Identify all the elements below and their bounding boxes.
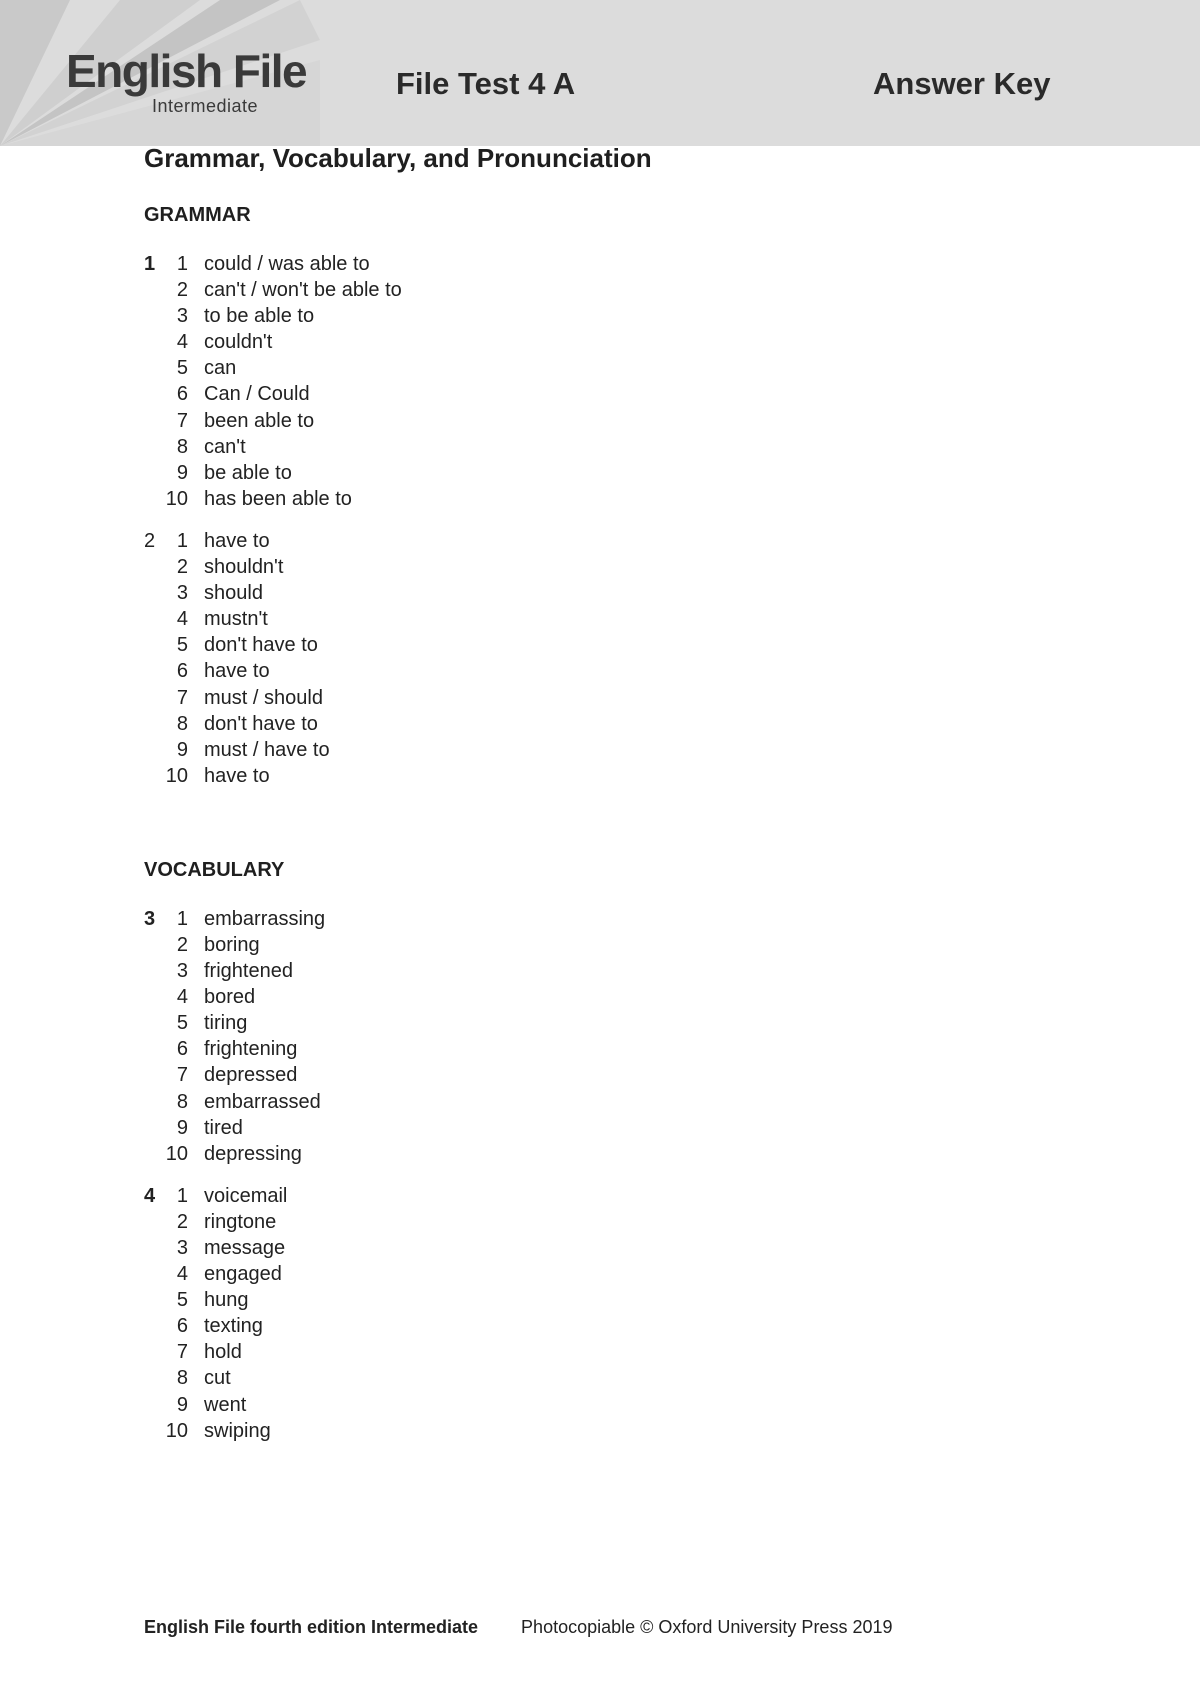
exercise-number (144, 958, 164, 984)
answer-item (144, 906, 1104, 932)
answer-item (144, 658, 1104, 684)
answer-text: voicemail (204, 1184, 288, 1207)
item-number: 4 (176, 331, 188, 354)
answer-text: message (204, 1237, 286, 1259)
item-number: 10 (165, 764, 188, 787)
answer-text: must / should (204, 686, 323, 709)
answer-text: has been able to (204, 487, 352, 510)
page-footer (144, 1617, 893, 1638)
exercise-number (144, 554, 164, 580)
answer-item (144, 958, 1104, 984)
answer-item (144, 737, 1104, 763)
answer-item (144, 303, 1104, 329)
answer-text: tired (204, 1116, 243, 1139)
item-number: 4 (176, 986, 188, 1009)
answer-item (144, 1036, 1104, 1062)
answer-text: have to (204, 764, 270, 787)
answer-key-label: Answer Key (873, 66, 1051, 101)
answer-text: mustn't (204, 608, 268, 631)
exercise-number (144, 303, 164, 329)
answer-text: can't / won't be able to (204, 279, 402, 302)
exercise-number (144, 1392, 164, 1418)
answer-item (144, 1141, 1104, 1167)
answer-text: swiping (204, 1419, 271, 1442)
exercise-block (144, 251, 1104, 512)
answer-text: texting (204, 1315, 263, 1338)
item-number: 6 (176, 660, 188, 683)
answer-item (144, 1365, 1104, 1391)
answer-item (144, 763, 1104, 789)
exercise-number (144, 1141, 164, 1167)
item-number: 3 (176, 960, 188, 983)
exercise-number (144, 606, 164, 632)
answer-text: depressed (204, 1064, 298, 1087)
answer-item (144, 1261, 1104, 1287)
brand-logo: English File (66, 45, 307, 97)
exercise-number (144, 408, 164, 434)
item-number: 1 (176, 1184, 188, 1207)
exercise-number (144, 1235, 164, 1261)
exercise-number (144, 1365, 164, 1391)
item-number: 10 (165, 487, 188, 510)
answer-item (144, 554, 1104, 580)
item-number: 1 (176, 907, 188, 930)
answer-text: embarrassed (204, 1090, 321, 1113)
exercise-number (144, 355, 164, 381)
answer-item (144, 329, 1104, 355)
exercise-number (144, 1339, 164, 1365)
answer-text: could / was able to (204, 253, 370, 275)
answer-text: don't have to (204, 634, 318, 657)
answer-text: depressing (204, 1142, 302, 1165)
exercise-number: 1 (144, 253, 156, 275)
item-number: 9 (176, 1393, 188, 1416)
exercise-number (144, 486, 164, 512)
item-number: 6 (176, 1038, 188, 1061)
page-title: Grammar, Vocabulary, and Pronunciation (144, 143, 652, 173)
answer-item (144, 1287, 1104, 1313)
item-number: 10 (165, 1142, 188, 1165)
item-number: 7 (176, 409, 188, 432)
item-number: 2 (176, 556, 188, 579)
item-number: 10 (165, 1419, 188, 1442)
exercise-number (144, 381, 164, 407)
answer-item (144, 1339, 1104, 1365)
section-heading: GRAMMAR (144, 204, 251, 226)
answer-text: must / have to (204, 738, 330, 761)
answer-text: bored (204, 986, 256, 1009)
exercise-number (144, 277, 164, 303)
item-number: 8 (176, 712, 188, 735)
answer-item (144, 1313, 1104, 1339)
item-number: 5 (176, 634, 188, 657)
exercise-number (144, 984, 164, 1010)
item-number: 6 (176, 1315, 188, 1338)
item-number: 7 (176, 686, 188, 709)
exercise-number (144, 1115, 164, 1141)
item-number: 9 (176, 738, 188, 761)
answer-text: engaged (204, 1263, 282, 1286)
exercise-number (144, 1287, 164, 1313)
answer-text: can't (204, 435, 246, 458)
answer-item (144, 685, 1104, 711)
exercise-number (144, 932, 164, 958)
answer-item (144, 1392, 1104, 1418)
exercise-number (144, 1418, 164, 1444)
exercise-number (144, 1313, 164, 1339)
answer-item (144, 932, 1104, 958)
item-number: 6 (176, 383, 188, 406)
exercise-number (144, 658, 164, 684)
answer-item (144, 580, 1104, 606)
item-number: 3 (176, 305, 188, 328)
answer-text: have to (204, 529, 270, 552)
exercise-number: 2 (144, 529, 156, 552)
exercise-number (144, 460, 164, 486)
exercise-number (144, 1261, 164, 1287)
item-number: 1 (176, 253, 188, 275)
exercise-number (144, 1089, 164, 1115)
answer-text: be able to (204, 461, 292, 484)
answer-text: ringtone (204, 1210, 277, 1233)
item-number: 5 (176, 1012, 188, 1035)
answer-item (144, 632, 1104, 658)
answer-text: tiring (204, 1012, 248, 1035)
answer-item (144, 606, 1104, 632)
item-number: 2 (176, 933, 188, 956)
answer-text: Can / Could (204, 383, 310, 406)
exercise-number (144, 632, 164, 658)
item-number: 2 (176, 1210, 188, 1233)
answer-text: should (204, 582, 263, 605)
answer-key-content (144, 140, 1104, 1460)
item-number: 3 (176, 1237, 188, 1259)
answer-item (144, 1183, 1104, 1209)
answer-text: frightened (204, 960, 293, 983)
answer-text: frightening (204, 1038, 298, 1061)
answer-item (144, 1010, 1104, 1036)
item-number: 8 (176, 435, 188, 458)
answer-text: cut (204, 1367, 231, 1390)
answer-text: boring (204, 933, 260, 956)
answer-text: shouldn't (204, 556, 284, 579)
answer-item (144, 381, 1104, 407)
answer-item (144, 1089, 1104, 1115)
exercise-number: 4 (144, 1184, 156, 1207)
answer-text: been able to (204, 409, 315, 432)
answer-item (144, 355, 1104, 381)
answer-text: can (204, 357, 237, 380)
answer-text: couldn't (204, 331, 273, 354)
exercise-number (144, 711, 164, 737)
exercise-number (144, 1036, 164, 1062)
answer-text: have to (204, 660, 270, 683)
item-number: 9 (176, 461, 188, 484)
exercise-number (144, 1062, 164, 1088)
exercise-number (144, 685, 164, 711)
item-number: 5 (176, 1289, 188, 1312)
exercise-number (144, 737, 164, 763)
item-number: 7 (176, 1064, 188, 1087)
item-number: 8 (176, 1090, 188, 1113)
item-number: 8 (176, 1367, 188, 1390)
answer-item (144, 711, 1104, 737)
exercise-number (144, 1010, 164, 1036)
answer-item (144, 1062, 1104, 1088)
answer-text: to be able to (204, 305, 315, 328)
answer-item (144, 1235, 1104, 1261)
exercise-number (144, 580, 164, 606)
exercise-number (144, 763, 164, 789)
answer-item (144, 486, 1104, 512)
answer-item (144, 1418, 1104, 1444)
answer-text: hold (204, 1341, 242, 1364)
answer-item (144, 528, 1104, 554)
exercise-number (144, 1209, 164, 1235)
exercise-block (144, 906, 1104, 1167)
exercise-number (144, 434, 164, 460)
exercise-number (144, 329, 164, 355)
item-number: 4 (176, 1263, 188, 1286)
sections-container (144, 204, 1104, 1444)
exercise-number: 3 (144, 907, 156, 930)
brand-level: Intermediate (152, 96, 259, 116)
item-number: 9 (176, 1116, 188, 1139)
test-title: File Test 4 A (396, 66, 576, 101)
item-number: 7 (176, 1341, 188, 1364)
exercise-block (144, 1183, 1104, 1444)
answer-item (144, 277, 1104, 303)
answer-item (144, 984, 1104, 1010)
answer-item (144, 1209, 1104, 1235)
item-number: 1 (176, 529, 188, 552)
answer-item (144, 408, 1104, 434)
answer-text: went (204, 1393, 247, 1416)
item-number: 3 (176, 582, 188, 605)
exercise-block (144, 528, 1104, 789)
section-heading: VOCABULARY (144, 858, 285, 881)
answer-text: embarrassing (204, 907, 326, 930)
page-header (0, 0, 1200, 146)
footer-copyright: Photocopiable © Oxford University Press 2019 (521, 1617, 893, 1637)
answer-item (144, 434, 1104, 460)
answer-text: hung (204, 1289, 249, 1312)
footer-edition: English File fourth edition Intermediate (144, 1617, 479, 1637)
item-number: 5 (176, 357, 188, 380)
answer-item (144, 251, 1104, 277)
item-number: 4 (176, 608, 188, 631)
item-number: 2 (176, 279, 188, 302)
answer-item (144, 460, 1104, 486)
answer-text: don't have to (204, 712, 318, 735)
answer-item (144, 1115, 1104, 1141)
